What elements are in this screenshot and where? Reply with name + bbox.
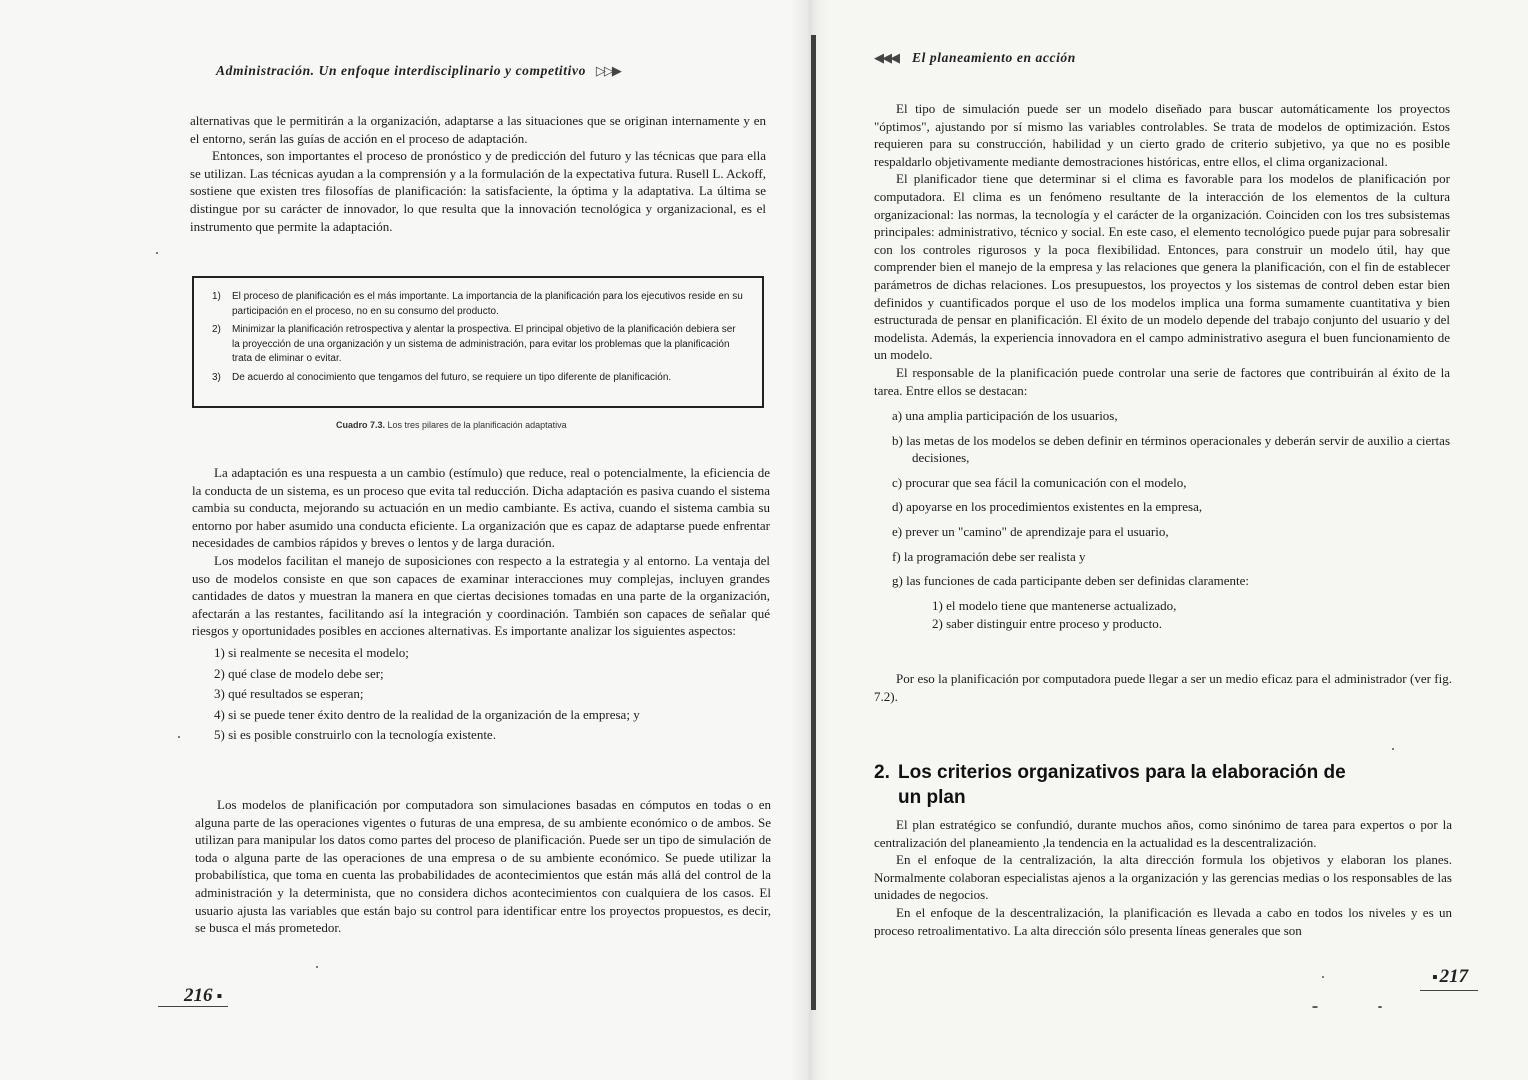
box-caption xyxy=(336,420,567,430)
left-bottom-text xyxy=(195,796,771,937)
right-running-header xyxy=(874,50,1076,66)
list-item: 4) si se puede tener éxito dentro de la realidad de la organización de la empresa; y xyxy=(214,706,640,722)
section-title-line2: un plan xyxy=(898,787,966,808)
list-item: 1) si realmente se necesita el modelo; xyxy=(214,644,409,660)
list-item: 5) si es posible construirlo con la tecnología existente. xyxy=(214,727,496,743)
scan-speck xyxy=(1322,976,1324,978)
paragraph: El planificador tiene que determinar si el clima es favorable para los modelos de planificación por computadora. El clima es un fenómeno resultante de la interacción de los elementos de la cultura organizacional: las normas, la tecnología y el carácter de la organización. Coinciden con los tres subsistemas principales: administrativo, técnico y social. En este caso, el elemento tecnológico puede pujar para sobresalir con los controles rigurosos y la poca flexibilidad. Entonces, para construir un modelo útil, hay que comprender bien el manejo de la empresa y las relaciones que genera la planificación, con el fin de establecer parámetros de dichas relaciones. Los presupuestos, los proyectos y los sistemas de control deben estar bien definidos y cuantificados porque el uso de los modelos implica una forma sumamente cuantitativa y bien estructurada de pensar en planificación. El éxito de un modelo depende del trabajo conjunto del usuario y del modelista. Además, la experiencia innovadora en el campo administrativo asegura el buen funcionamiento de un modelo. xyxy=(874,171,1450,363)
factors-list xyxy=(892,407,1450,633)
list-item: e) prever un "camino" de aprendizaje para el usuario, xyxy=(892,524,1169,540)
paragraph: En el enfoque de la centralización, la alta dirección formula los objetivos y elaboran los planes. Normalmente colaboran especialistas ajenos a la organización y las gerencias medias o los responsables de las unidades de negocios. xyxy=(874,852,1452,903)
scan-speck xyxy=(156,252,158,254)
right-page-number: ▪ 217 xyxy=(1432,966,1469,987)
left-page-number: 216 ▪ xyxy=(184,985,223,1006)
paragraph: El plan estratégico se confundió, durante muchos años, como sinónimo de tarea para expertos o por la centralización del planeamiento ,la tendencia en la actualidad es la descentralización. xyxy=(874,817,1452,850)
right-top-text xyxy=(874,100,1450,634)
box-item: 2) Minimizar la planificación retrospectiva y alentar la prospectiva. El principal objetivo de la planificación debiera ser la proyección de una organización y un sistema de administración, para evitar los problemas que la planificación trata de eliminar o evitar. xyxy=(212,324,736,365)
box-item: 1) El proceso de planificación es el más importante. La importancia de la planificación para los ejecutivos reside en su participación en el proceso, no en su consumo del producto. xyxy=(212,291,743,317)
scan-speck xyxy=(1392,748,1394,750)
paragraph: alternativas que le permitirán a la organización, adaptarse a las situaciones que se originan internamente y en el entorno, serán las guías de acción en el proceso de adaptación. xyxy=(190,113,766,146)
spine-shadow xyxy=(790,0,830,1080)
list-item: f) la programación debe ser realista y xyxy=(892,548,1086,564)
list-item: b) las metas de los modelos se deben definir en términos operacionales y deberán servir de auxilio a ciertas decisiones, xyxy=(892,432,1450,466)
folio-mark-icon: ▪ xyxy=(1432,969,1438,986)
folio-mark-icon: ▪ xyxy=(216,988,223,1005)
list-item: g) las funciones de cada participante deben ser definidas claramente: xyxy=(892,573,1249,589)
section-title-line1: Los criterios organizativos para la elaboración de xyxy=(898,762,1346,783)
scan-speck xyxy=(316,966,318,968)
left-running-header xyxy=(216,63,620,79)
sub-list-item: 1) el modelo tiene que mantenerse actualizado, xyxy=(932,597,1177,613)
list-item: 3) qué resultados se esperan; xyxy=(214,686,364,702)
paragraph: Los modelos de planificación por computadora son simulaciones basadas en cómputos en todas o en alguna parte de las operaciones vigentes o futuras de una empresa, de su ambiente económico o de ambos. Se utilizan para manipular los datos como partes del proceso de planificación. Puede ser un tipo de simulación de toda o alguna parte de las operaciones de una empresa o de su ambiente económico. Se puede utilizar la probabilística, que toma en cuenta las probabilidades de acontecimientos que están más allá del control de la administración y la determinista, que no considera dichos acontecimientos con cualquiera de los casos. El usuario ajusta las variables que están bajo su control para identificar entre los proyectos propuestos, es decir, se busca el más prometedor. xyxy=(195,797,771,936)
book-spine xyxy=(811,35,816,1010)
folio-rule xyxy=(1420,990,1478,991)
caption-label: Cuadro 7.3. xyxy=(336,420,386,430)
list-item: c) procurar que sea fácil la comunicación con el modelo, xyxy=(892,474,1187,490)
left-top-text xyxy=(190,112,766,235)
right-closing-text xyxy=(874,670,1452,705)
sub-list-item: 2) saber distinguir entre proceso y producto. xyxy=(932,616,1162,632)
folio-rule xyxy=(158,1006,228,1007)
paragraph: El responsable de la planificación puede controlar una serie de factores que contribuirán al éxito de la tarea. Entre ellos se destacan: xyxy=(874,364,1450,398)
paragraph: En el enfoque de la descentralización, la planificación es llevada a cabo en todos los niveles y es un proceso retroalimentativo. La alta dirección sólo presenta líneas generales que son xyxy=(874,904,1452,938)
list-item: 2) qué clase de modelo debe ser; xyxy=(214,665,384,681)
section-heading xyxy=(874,760,1454,810)
section-number: 2. xyxy=(874,762,890,783)
right-bottom-text xyxy=(874,816,1452,939)
paragraph: La adaptación es una respuesta a un cambio (estímulo) que reduce, real o potencialmente, la eficiencia de la conducta de un sistema, es un proceso que evita tal reducción. Dicha adaptación es pasiva cuando el sistema cambia su conducta, mejorando su actuación en un medio cambiante. Es activa, cuando el sistema cambia su entorno por haber asumido una conducta eficiente. La organización que es capaz de adaptarse puede enfrentar necesidades de cambios rápidos y breves o lentos y de larga duración. xyxy=(192,465,770,551)
scan-speck xyxy=(1312,1006,1318,1008)
right-arrows-icon: ▷▷▶ xyxy=(595,63,620,78)
left-header-title: Administración. Un enfoque interdisciplinario y competitivo xyxy=(216,63,586,78)
list-item: d) apoyarse en los procedimientos existentes en la empresa, xyxy=(892,499,1203,515)
right-header-title: El planeamiento en acción xyxy=(912,50,1076,65)
scan-speck xyxy=(1378,1006,1382,1008)
list-item: a) una amplia participación de los usuarios, xyxy=(892,408,1118,424)
paragraph: Los modelos facilitan el manejo de suposiciones con respecto a la estrategia y al entorno. La ventaja del uso de modelos consiste en que son capaces de examinar interacciones muy complejas, incluyen grandes cantidades de datos y muestran la manera en que ciertas decisiones tomadas en una parte de la organización, afectarán a las restantes, facilitando así la integración y coordinación. También son capaces de señalar qué riesgos y oportunidades posibles en acciones alternativas. Es importante analizar los siguientes aspectos: xyxy=(192,552,770,639)
left-middle-text xyxy=(192,464,770,747)
caption-text: Los tres pilares de la planificación adaptativa xyxy=(387,420,567,430)
box-item: 3) De acuerdo al conocimiento que tengamos del futuro, se requiere un tipo diferente de planificación. xyxy=(212,371,672,383)
adaptive-pillars-box xyxy=(192,276,764,408)
aspects-list xyxy=(214,644,770,744)
scan-speck xyxy=(178,736,180,738)
paragraph: El tipo de simulación puede ser un modelo diseñado para buscar automáticamente los proyectos "óptimos", ajustando por sí mismo las variables controlables. Se trata de modelos de optimización. Estos requieren para su construcción, habilidad y un cierto grado de criterio subjetivo, ya que no es posible respaldarlo objetivamente mediante demostraciones históricas, entre ellos, el clima organizacional. xyxy=(874,101,1450,169)
left-arrows-icon: ◀◀◀ xyxy=(874,50,898,65)
paragraph: Por eso la planificación por computadora puede llegar a ser un medio eficaz para el administrador (ver fig. 7.2). xyxy=(874,671,1452,704)
paragraph: Entonces, son importantes el proceso de pronóstico y de predicción del futuro y las técnicas que para ella se utilizan. Las técnicas ayudan a la comprensión y a la formulación de la expectativa futura. Rusell L. Ackoff, sostiene que existen tres filosofías de planificación: la satisfaciente, la óptima y la adaptativa. La última se distingue por su carácter de innovador, lo que resulta que la innovación tecnológica y organizacional, es el instrumento que permite la adaptación. xyxy=(190,148,766,234)
